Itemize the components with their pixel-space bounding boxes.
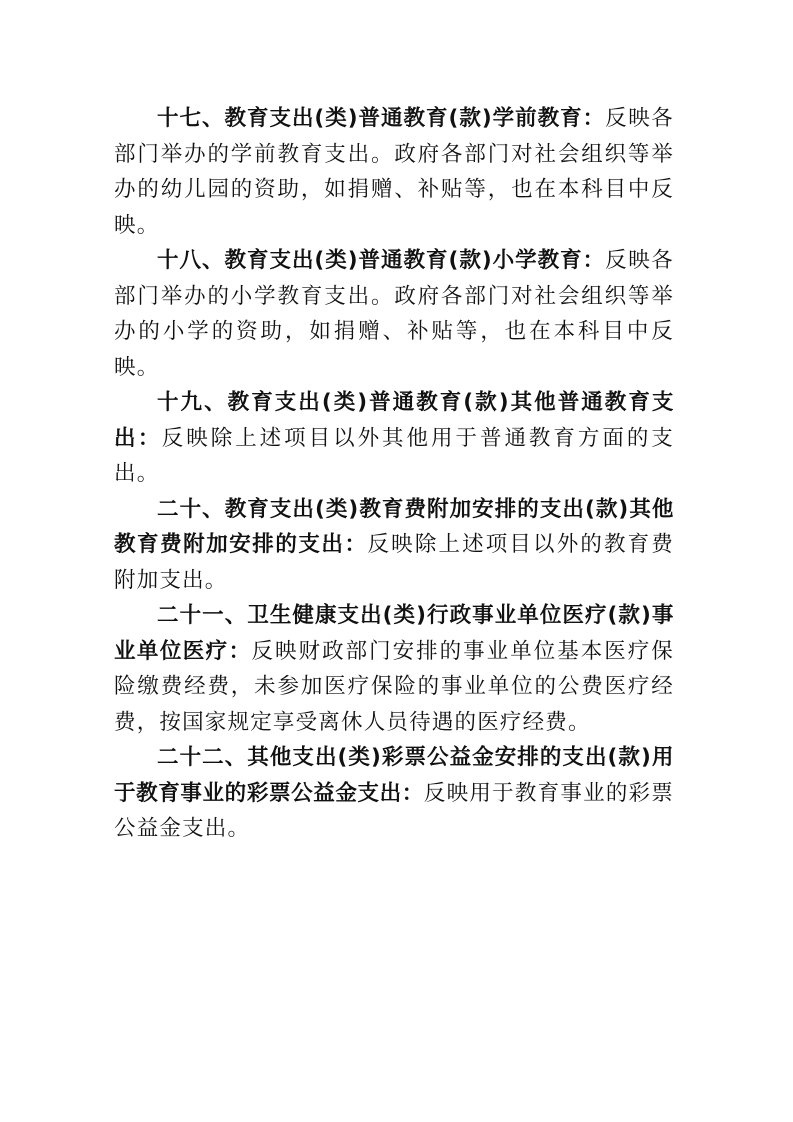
paragraph-20-title: 二十、教育支出(类)教育费附加安排的支出(款)其他教育费附加安排的支出： <box>114 496 674 557</box>
paragraph-21 <box>114 598 674 740</box>
paragraph-19 <box>114 385 674 492</box>
paragraph-17 <box>114 101 674 243</box>
paragraph-20 <box>114 492 674 599</box>
paragraph-17-body: 反映各部门举办的学前教育支出。政府各部门对社会组织等举办的幼儿园的资助，如捐赠、补贴等，也在本科目中反映。 <box>114 106 674 238</box>
paragraph-21-title: 二十一、卫生健康支出(类)行政事业单位医疗(款)事业单位医疗： <box>114 603 674 664</box>
paragraph-17-title: 十七、教育支出(类)普通教育(款)学前教育： <box>157 106 606 131</box>
paragraph-21-body: 反映财政部门安排的事业单位基本医疗保险缴费经费，未参加医疗保险的事业单位的公费医疗经费，按国家规定享受离休人员待遇的医疗经费。 <box>114 638 674 735</box>
paragraph-22-body: 反映用于教育事业的彩票公益金支出。 <box>114 780 674 841</box>
paragraph-19-body: 反映除上述项目以外其他用于普通教育方面的支出。 <box>114 425 675 486</box>
document-body <box>114 101 674 847</box>
paragraph-22-title: 二十二、其他支出(类)彩票公益金安排的支出(款)用于教育事业的彩票公益金支出： <box>114 745 674 806</box>
paragraph-22 <box>114 740 674 847</box>
paragraph-18-title: 十八、教育支出(类)普通教育(款)小学教育： <box>157 248 606 273</box>
paragraph-20-body: 反映除上述项目以外的教育费附加支出。 <box>114 532 674 593</box>
paragraph-18 <box>114 243 674 385</box>
paragraph-19-title: 十九、教育支出(类)普通教育(款)其他普通教育支出： <box>114 390 674 451</box>
paragraph-18-body: 反映各部门举办的小学教育支出。政府各部门对社会组织等举办的小学的资助，如捐赠、补贴等，也在本科目中反映。 <box>114 248 674 380</box>
